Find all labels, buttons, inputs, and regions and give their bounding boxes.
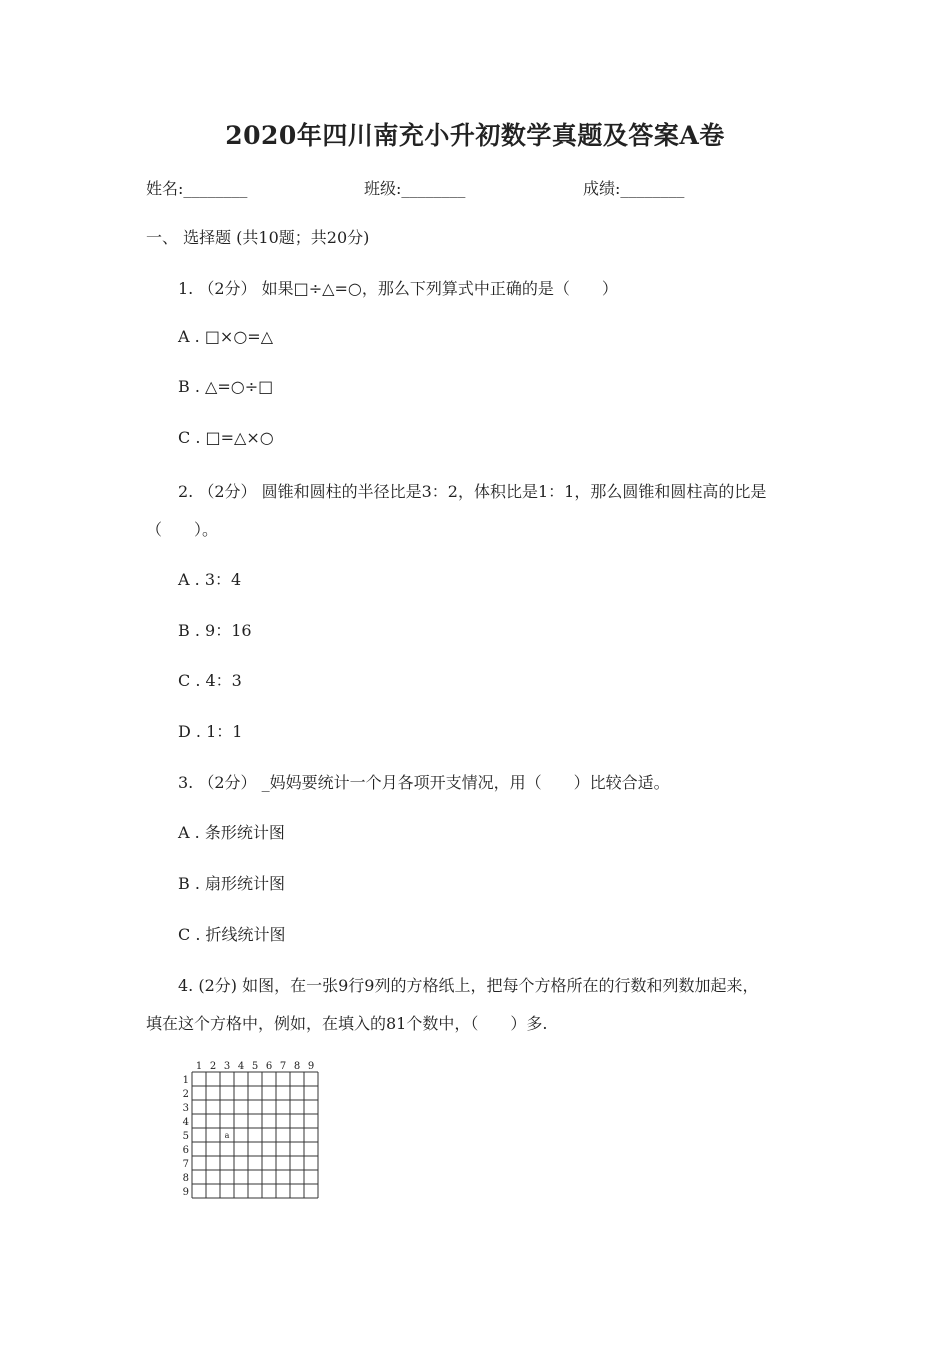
grid-row-label: 3 xyxy=(182,1103,189,1114)
grid-example-mark: a xyxy=(224,1131,230,1140)
grid-row-label: 2 xyxy=(182,1089,189,1100)
grid-col-label: 6 xyxy=(265,1061,273,1072)
grid-col-label: 4 xyxy=(237,1061,245,1072)
score-field[interactable]: 成绩:________ xyxy=(583,179,685,198)
question-3-stem: 3. （2分） _妈妈要统计一个月各项开支情况，用（ ）比较合适。 xyxy=(178,773,670,792)
question-1-option-c[interactable]: C . □=△×○ xyxy=(178,428,274,447)
grid-col-label: 7 xyxy=(279,1061,287,1072)
question-2-stem: 2. （2分） 圆锥和圆柱的半径比是3：2，体积比是1：1，那么圆锥和圆柱高的比是 xyxy=(178,482,767,501)
grid-row-label: 4 xyxy=(182,1117,189,1128)
question-2-stem-continued: （ ）。 xyxy=(146,520,219,539)
grid-col-label: 5 xyxy=(251,1061,259,1072)
grid-row-label: 5 xyxy=(182,1131,189,1142)
grid-col-label: 9 xyxy=(307,1061,315,1072)
question-3-option-c[interactable]: C . 折线统计图 xyxy=(178,925,286,944)
question-2-option-c[interactable]: C . 4：3 xyxy=(178,671,242,690)
question-1-option-a[interactable]: A . □×○=△ xyxy=(178,327,274,346)
grid-figure xyxy=(178,1058,328,1208)
section-heading: 一、 选择题 (共10题；共20分) xyxy=(146,228,370,247)
grid-col-label: 3 xyxy=(223,1061,231,1072)
grid-row-label: 1 xyxy=(182,1075,189,1086)
name-field[interactable]: 姓名:________ xyxy=(146,179,248,198)
question-4-stem: 4. (2分) 如图，在一张9行9列的方格纸上，把每个方格所在的行数和列数加起来， xyxy=(178,976,759,995)
question-2-option-a[interactable]: A . 3：4 xyxy=(178,570,242,589)
grid-col-label: 1 xyxy=(195,1061,203,1072)
question-3-option-a[interactable]: A . 条形统计图 xyxy=(178,823,285,842)
grid-row-label: 8 xyxy=(182,1173,189,1184)
grid-diagram xyxy=(178,1058,328,1208)
question-1-option-b[interactable]: B . △=○÷□ xyxy=(178,377,274,396)
page-title: 2020年四川南充小升初数学真题及答案A卷 xyxy=(225,121,725,150)
grid-col-label: 8 xyxy=(293,1061,301,1072)
question-2-option-b[interactable]: B . 9：16 xyxy=(178,621,252,640)
question-3-option-b[interactable]: B . 扇形统计图 xyxy=(178,874,286,893)
grid-row-label: 6 xyxy=(182,1145,189,1156)
question-1-stem: 1. （2分） 如果□÷△=○，那么下列算式中正确的是（ ） xyxy=(178,279,618,298)
question-2-option-d[interactable]: D . 1：1 xyxy=(178,722,243,741)
grid-row-label: 9 xyxy=(182,1187,189,1198)
grid-row-label: 7 xyxy=(182,1159,189,1170)
grid-col-label: 2 xyxy=(209,1061,217,1072)
class-field[interactable]: 班级:________ xyxy=(364,179,466,198)
question-4-stem-continued: 填在这个方格中，例如，在填入的81个数中，（ ）多. xyxy=(146,1014,548,1033)
